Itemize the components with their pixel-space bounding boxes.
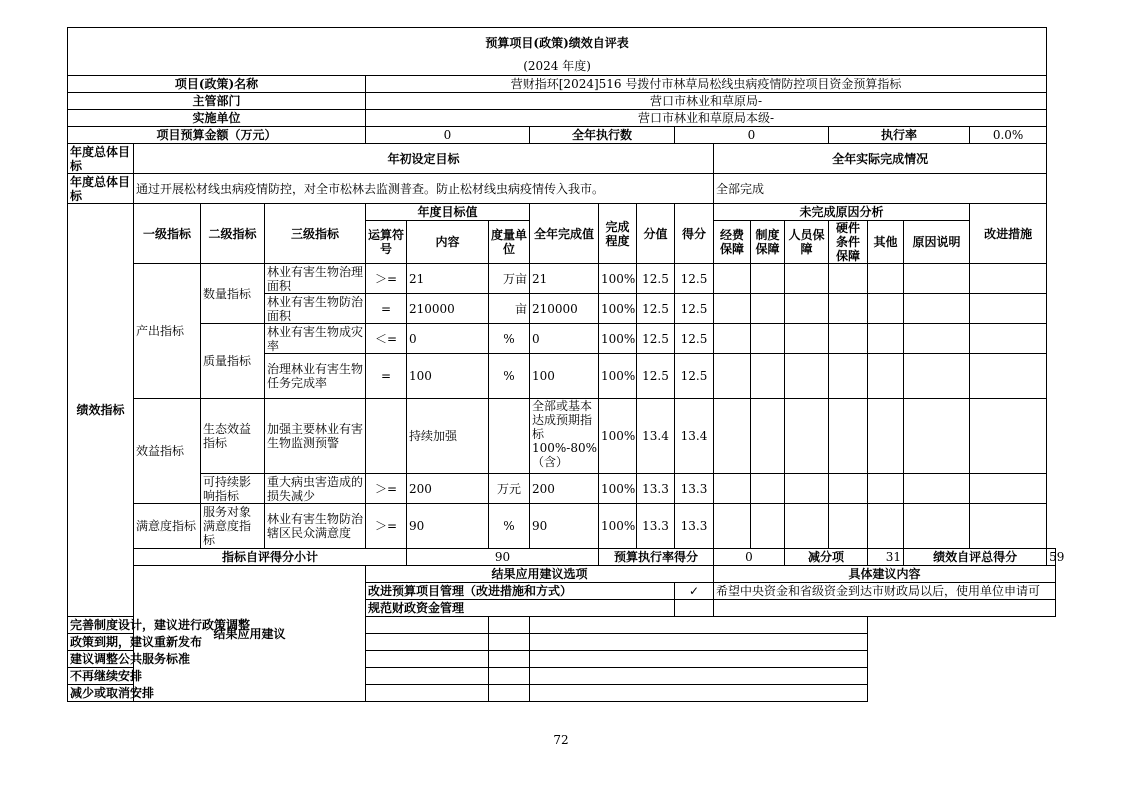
empty-cell	[714, 324, 751, 354]
op-cell: ＞=	[366, 264, 407, 294]
empty-cell	[904, 324, 970, 354]
l3-cell: 林业有害生物防治面积	[265, 294, 366, 324]
empty-cell	[868, 504, 904, 549]
initial-goal-header: 年初设定目标	[134, 144, 714, 174]
list-item	[68, 685, 1056, 702]
empty-cell	[904, 504, 970, 549]
option-label: 减少或取消安排	[68, 685, 489, 702]
value-cell: 12.5	[637, 264, 675, 294]
actual-goal-header: 全年实际完成情况	[714, 144, 1047, 174]
degree-cell: 100%	[599, 324, 637, 354]
table-row	[68, 474, 1056, 504]
full-cell: 21	[530, 264, 599, 294]
hardware-header: 硬件条件保障	[829, 221, 868, 264]
empty-cell	[714, 399, 751, 474]
empty-cell	[868, 264, 904, 294]
value-cell: 12.5	[637, 354, 675, 399]
table-row	[68, 264, 1056, 294]
empty-cell	[785, 294, 829, 324]
budget-label: 项目预算金额（万元）	[68, 127, 366, 144]
empty-cell	[714, 474, 751, 504]
empty-cell	[868, 399, 904, 474]
empty-cell	[970, 264, 1047, 294]
option-label: 建议调整公共服务标准	[68, 651, 489, 668]
options-header: 结果应用建议选项	[366, 566, 714, 583]
empty-cell	[970, 354, 1047, 399]
degree-cell: 100%	[599, 294, 637, 324]
content-cell: 90	[407, 504, 489, 549]
group-service: 服务对象满意度指标	[201, 504, 265, 549]
full-cell: 200	[530, 474, 599, 504]
empty-cell	[868, 294, 904, 324]
empty-cell	[751, 324, 785, 354]
content-header: 内容	[407, 221, 489, 264]
unit-cell: %	[489, 324, 530, 354]
option-label: 不再继续安排	[68, 668, 489, 685]
empty-cell	[751, 474, 785, 504]
option-check-box[interactable]	[489, 617, 530, 634]
exec-rate-label: 执行率	[829, 127, 970, 144]
option-check-box[interactable]	[675, 600, 714, 617]
deduct-label: 减分项	[785, 549, 868, 566]
detail-header: 具体建议内容	[714, 566, 1056, 583]
empty-cell	[970, 474, 1047, 504]
reason-header: 原因说明	[904, 221, 970, 264]
funds-header: 经费保障	[714, 221, 751, 264]
op-cell: ＞=	[366, 474, 407, 504]
goal-row-label: 年度总体目标	[68, 144, 134, 174]
deduct-value: 31	[868, 549, 904, 566]
value-cell: 13.3	[637, 504, 675, 549]
empty-cell	[970, 399, 1047, 474]
budget-value: 0	[366, 127, 530, 144]
annual-exec-label: 全年执行数	[530, 127, 675, 144]
empty-cell	[751, 354, 785, 399]
list-item	[68, 668, 1056, 685]
unit-cell: 万元	[489, 474, 530, 504]
empty-cell	[714, 264, 751, 294]
empty-cell	[751, 504, 785, 549]
empty-cell	[868, 354, 904, 399]
empty-cell	[868, 474, 904, 504]
empty-cell	[904, 354, 970, 399]
unit-label: 实施单位	[68, 110, 366, 127]
empty-cell	[904, 294, 970, 324]
option-check-box[interactable]	[489, 651, 530, 668]
empty-cell	[868, 324, 904, 354]
empty-cell	[785, 264, 829, 294]
empty-cell	[530, 685, 868, 702]
level2-header: 二级指标	[201, 204, 265, 264]
empty-cell	[751, 399, 785, 474]
empty-cell	[829, 324, 868, 354]
empty-cell	[829, 264, 868, 294]
form-title: 预算项目(政策)绩效自评表	[68, 28, 1047, 58]
empty-cell	[530, 668, 868, 685]
list-item	[68, 617, 1056, 634]
score-cell: 12.5	[675, 354, 714, 399]
content-cell: 200	[407, 474, 489, 504]
empty-cell	[530, 651, 868, 668]
annual-target-header: 年度目标值	[366, 204, 530, 221]
content-cell: 210000	[407, 294, 489, 324]
empty-cell	[751, 294, 785, 324]
value-cell: 12.5	[637, 294, 675, 324]
goal-row-label: 年度总体目标	[68, 174, 134, 204]
dept-label: 主管部门	[68, 93, 366, 110]
degree-cell: 100%	[599, 354, 637, 399]
score-cell: 13.3	[675, 474, 714, 504]
total-label: 绩效自评总得分	[904, 549, 1047, 566]
degree-cell: 100%	[599, 264, 637, 294]
project-name-label: 项目(政策)名称	[68, 76, 366, 93]
empty-cell	[785, 474, 829, 504]
score-value-header: 分值	[637, 204, 675, 264]
empty-cell	[751, 264, 785, 294]
op-cell: =	[366, 294, 407, 324]
value-cell: 13.4	[637, 399, 675, 474]
perf-indicator-label: 绩效指标	[68, 204, 134, 617]
system-header: 制度保障	[751, 221, 785, 264]
op-cell: ＞=	[366, 504, 407, 549]
l3-cell: 林业有害生物防治辖区民众满意度	[265, 504, 366, 549]
content-cell: 100	[407, 354, 489, 399]
full-cell: 100	[530, 354, 599, 399]
value-cell: 13.3	[637, 474, 675, 504]
empty-cell	[904, 264, 970, 294]
empty-cell	[829, 399, 868, 474]
unit-cell: %	[489, 354, 530, 399]
subtotal-label: 指标自评得分小计	[134, 549, 407, 566]
empty-cell	[785, 354, 829, 399]
form-year: (2024 年度)	[68, 58, 1047, 76]
degree-cell: 100%	[599, 474, 637, 504]
actual-goal-text: 全部完成	[714, 174, 1047, 204]
level1-header: 一级指标	[134, 204, 201, 264]
empty-cell	[904, 399, 970, 474]
improve-header: 改进措施	[970, 204, 1047, 264]
project-name-value: 营财指环[2024]516 号拨付市林草局松线虫病疫情防控项目资金预算指标	[366, 76, 1047, 93]
score-header: 得分	[675, 204, 714, 264]
total-value: 59	[1047, 549, 1056, 566]
exec-score-label: 预算执行率得分	[599, 549, 714, 566]
group-quality: 质量指标	[201, 324, 265, 399]
unit-header: 度量单位	[489, 221, 530, 264]
score-cell: 12.5	[675, 324, 714, 354]
staff-header: 人员保障	[785, 221, 829, 264]
empty-cell	[829, 354, 868, 399]
degree-cell: 100%	[599, 399, 637, 474]
checkmark-icon[interactable]: ✓	[675, 583, 714, 600]
op-header: 运算符号	[366, 221, 407, 264]
empty-cell	[829, 294, 868, 324]
option-check-box[interactable]	[489, 685, 530, 702]
group-satisfaction: 满意度指标	[134, 504, 201, 549]
l3-cell: 重大病虫害造成的损失减少	[265, 474, 366, 504]
suggest-label: 结果应用建议	[134, 566, 366, 702]
option-check-box[interactable]	[489, 634, 530, 651]
score-cell: 12.5	[675, 264, 714, 294]
op-cell	[366, 399, 407, 474]
unit-cell: 亩	[489, 294, 530, 324]
table-row	[68, 399, 1056, 474]
initial-goal-text: 通过开展松材线虫病疫情防控，对全市松林去监测普查。防止松材线虫病疫情传入我市。	[134, 174, 714, 204]
empty-cell	[530, 634, 868, 651]
content-cell: 0	[407, 324, 489, 354]
empty-cell	[714, 600, 1056, 617]
page-number: 72	[553, 733, 569, 747]
empty-cell	[904, 474, 970, 504]
l3-cell: 治理林业有害生物任务完成率	[265, 354, 366, 399]
score-cell: 12.5	[675, 294, 714, 324]
op-cell: =	[366, 354, 407, 399]
empty-cell	[970, 294, 1047, 324]
group-quantity: 数量指标	[201, 264, 265, 324]
degree-cell: 100%	[599, 504, 637, 549]
unit-cell: %	[489, 504, 530, 549]
evaluation-table	[67, 27, 1065, 702]
detail-text: 希望中央资金和省级资金到达市财政局以后，使用单位申请可	[714, 583, 1056, 600]
content-cell: 21	[407, 264, 489, 294]
full-cell: 0	[530, 324, 599, 354]
unit-cell	[489, 399, 530, 474]
subtotal-value: 90	[407, 549, 599, 566]
group-output: 产出指标	[134, 264, 201, 399]
option-label: 政策到期，建议重新发布	[68, 634, 489, 651]
score-cell: 13.4	[675, 399, 714, 474]
content-cell: 持续加强	[407, 399, 489, 474]
l3-cell: 林业有害生物治理面积	[265, 264, 366, 294]
unit-value: 营口市林业和草原局本级-	[366, 110, 1047, 127]
unit-cell: 万亩	[489, 264, 530, 294]
group-benefit: 效益指标	[134, 399, 201, 504]
annual-exec-value: 0	[675, 127, 829, 144]
option-label: 完善制度设计，建议进行政策调整	[68, 617, 489, 634]
full-cell: 210000	[530, 294, 599, 324]
exec-rate-value: 0.0%	[970, 127, 1047, 144]
degree-header: 完成程度	[599, 204, 637, 264]
full-year-header: 全年完成值	[530, 204, 599, 264]
l3-cell: 林业有害生物成灾率	[265, 324, 366, 354]
empty-cell	[785, 399, 829, 474]
value-cell: 12.5	[637, 324, 675, 354]
empty-cell	[714, 354, 751, 399]
empty-cell	[829, 474, 868, 504]
empty-cell	[970, 324, 1047, 354]
option-label: 规范财政资金管理	[366, 600, 675, 617]
dept-value: 营口市林业和草原局-	[366, 93, 1047, 110]
self-evaluation-form	[67, 27, 1065, 719]
empty-cell	[530, 617, 868, 634]
l3-cell: 加强主要林业有害生物监测预警	[265, 399, 366, 474]
empty-cell	[785, 504, 829, 549]
list-item	[68, 651, 1056, 668]
option-check-box[interactable]	[489, 668, 530, 685]
score-cell: 13.3	[675, 504, 714, 549]
table-row	[68, 324, 1056, 354]
empty-cell	[970, 504, 1047, 549]
other-header: 其他	[868, 221, 904, 264]
group-sustain: 可持续影响指标	[201, 474, 265, 504]
empty-cell	[785, 324, 829, 354]
level3-header: 三级指标	[265, 204, 366, 264]
empty-cell	[714, 504, 751, 549]
full-cell: 全部或基本达成预期指标100%-80%（含）	[530, 399, 599, 474]
group-eco: 生态效益指标	[201, 399, 265, 474]
op-cell: ＜=	[366, 324, 407, 354]
full-cell: 90	[530, 504, 599, 549]
empty-cell	[829, 504, 868, 549]
exec-score-value: 0	[714, 549, 785, 566]
option-label: 改进预算项目管理（改进措施和方式）	[366, 583, 675, 600]
unfinished-header: 未完成原因分析	[714, 204, 970, 221]
empty-cell	[714, 294, 751, 324]
table-row	[68, 504, 1056, 549]
